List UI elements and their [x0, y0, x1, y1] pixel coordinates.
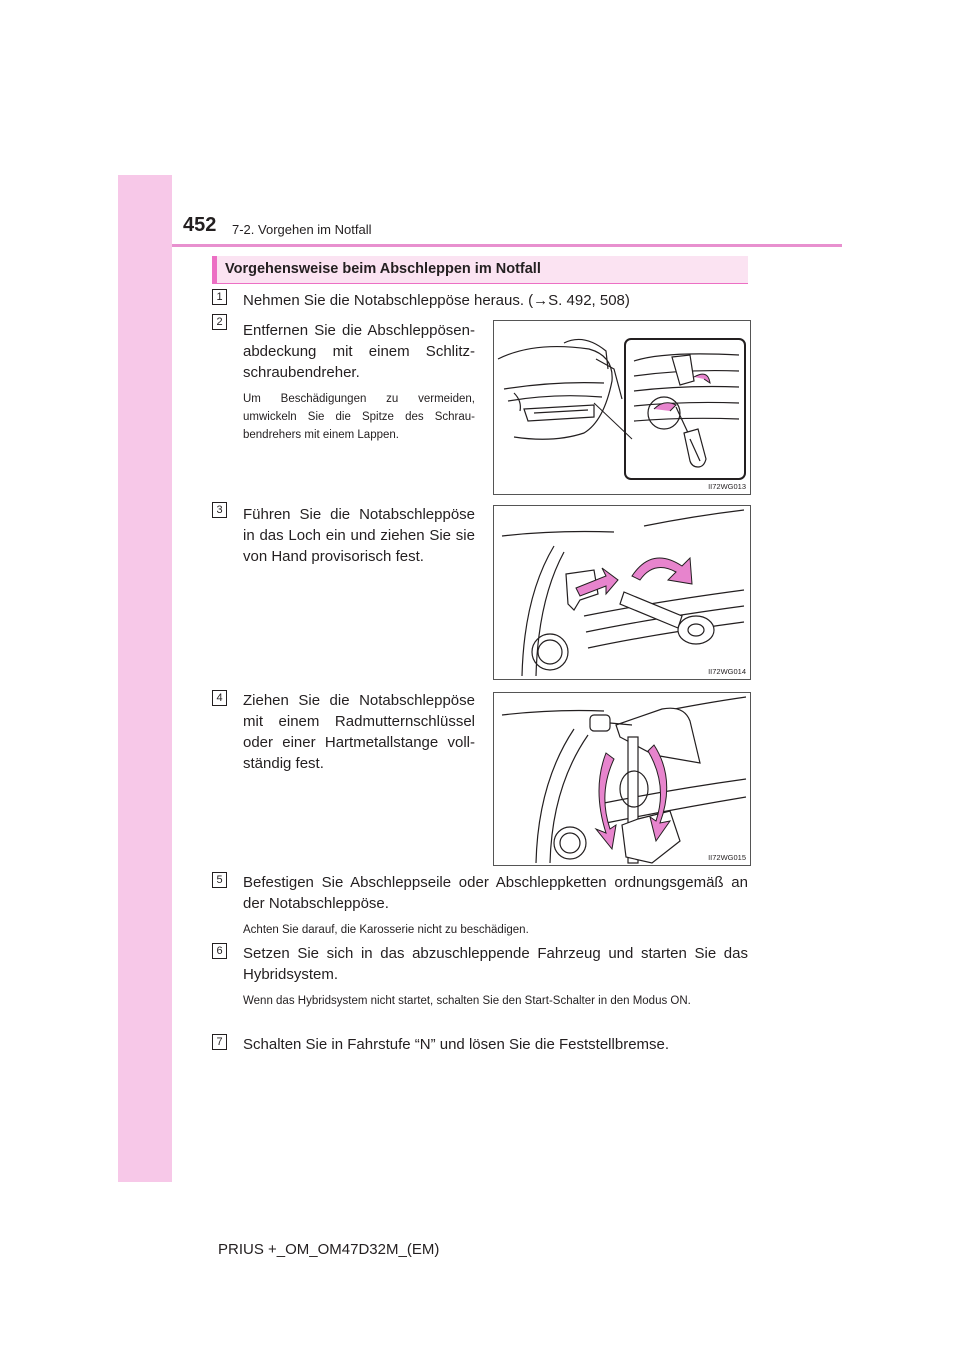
step-text-2: Entfernen Sie die Abschleppösen-abdeckung mit einem Schlitz-schraubendreher.	[243, 322, 475, 381]
figure-code: II72WG013	[708, 482, 746, 491]
figure-code: II72WG014	[708, 667, 746, 676]
step-text-3: Führen Sie die Notabschleppöse in das Loch ein und ziehen Sie sie von Hand provisorisch fest.	[243, 506, 475, 565]
step-number-2: 2	[212, 314, 227, 330]
step-number-5: 5	[212, 872, 227, 888]
step-note-6: Wenn das Hybridsystem nicht startet, schalten Sie den Start-Schalter in den Modus ON.	[243, 995, 691, 1007]
figure-tighten-tow-hook	[493, 692, 751, 866]
figure-tow-hook-cover	[493, 320, 751, 495]
step-text-7: Schalten Sie in Fahrstufe “N” und lösen Sie die Feststellbremse.	[243, 1036, 670, 1053]
step-text-5: Befestigen Sie Abschleppseile oder Abschleppketten ordnungsgemäß an der Notabschleppöse.	[243, 874, 748, 912]
heading-underline	[212, 283, 748, 284]
step-number-3: 3	[212, 502, 227, 518]
page-side-tab	[118, 175, 172, 1182]
header-rule	[172, 244, 842, 247]
step-number-4: 4	[212, 690, 227, 706]
step-note-2: Um Beschädigungen zu vermeiden, umwickeln Sie die Spitze des Schrau-bendrehers mit einem Lappen.	[243, 393, 475, 441]
step-number-6: 6	[212, 943, 227, 959]
step-number-1: 1	[212, 289, 227, 305]
heading-text: Vorgehensweise beim Abschleppen im Notfall	[225, 261, 541, 277]
figure-code: II72WG015	[708, 853, 746, 862]
step-number-7: 7	[212, 1034, 227, 1050]
page-number: 452	[183, 214, 217, 236]
illustration-remove-cover	[494, 321, 750, 494]
illustration-insert-hook	[494, 506, 750, 679]
illustration-tighten-hook	[494, 693, 750, 865]
figure-install-tow-hook	[493, 505, 751, 680]
step-text-4: Ziehen Sie die Notabschleppöse mit einem Radmutternschlüssel oder einer Hartmetallstange voll-ständig fest.	[243, 692, 475, 772]
step-text-1: Nehmen Sie die Notabschleppöse heraus. (→S. 492, 508)	[243, 292, 630, 309]
step-text-6: Setzen Sie sich in das abzuschleppende Fahrzeug und starten Sie das Hybridsystem.	[243, 945, 748, 983]
heading-accent-bar	[212, 256, 217, 284]
section-title: 7-2. Vorgehen im Notfall	[232, 222, 372, 237]
footer-document-id: PRIUS +_OM_OM47D32M_(EM)	[218, 1241, 440, 1258]
step-note-5: Achten Sie darauf, die Karosserie nicht zu beschädigen.	[243, 924, 529, 936]
procedure-heading	[212, 256, 748, 284]
